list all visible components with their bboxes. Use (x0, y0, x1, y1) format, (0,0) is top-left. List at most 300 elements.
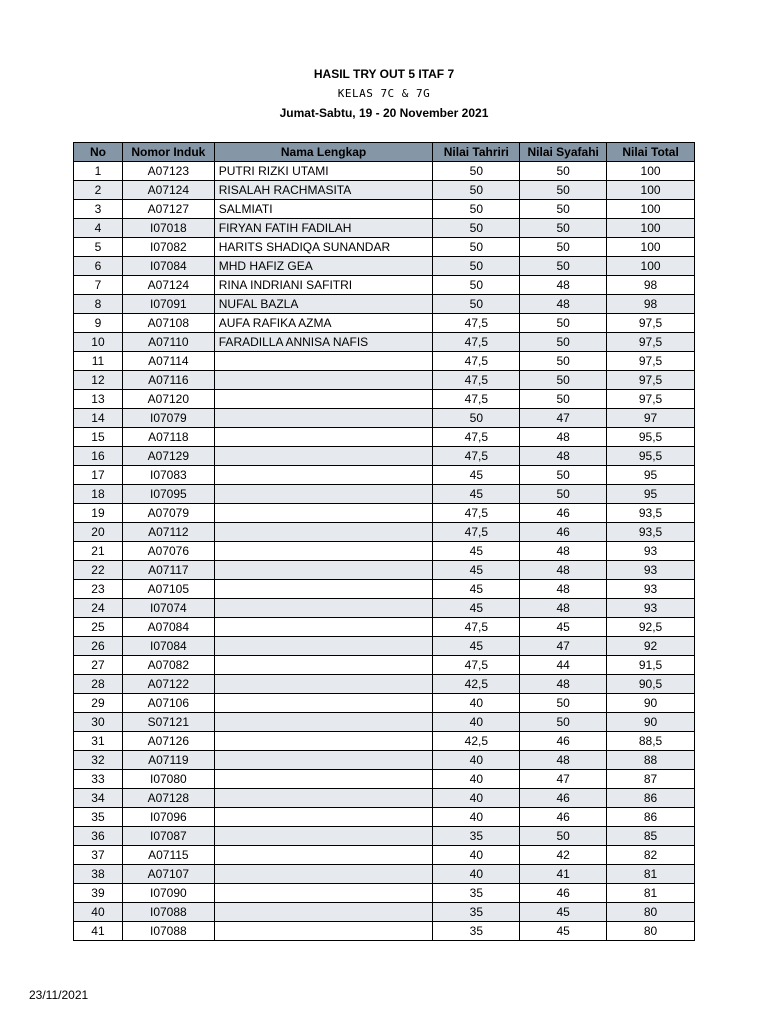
cell-nomor-induk: A07084 (122, 618, 214, 637)
cell-no: 34 (74, 789, 123, 808)
cell-nilai-total: 80 (607, 922, 695, 941)
cell-nomor-induk: A07124 (122, 181, 214, 200)
cell-nilai-total: 97,5 (607, 390, 695, 409)
cell-no: 2 (74, 181, 123, 200)
cell-nilai-total: 95 (607, 466, 695, 485)
cell-nilai-syafahi: 50 (520, 827, 607, 846)
table-row (74, 238, 695, 257)
cell-nilai-total: 95 (607, 485, 695, 504)
col-header-nilai-tahriri: Nilai Tahriri (433, 143, 520, 162)
cell-nilai-syafahi: 50 (520, 390, 607, 409)
cell-nilai-total: 80 (607, 903, 695, 922)
cell-nilai-total: 95,5 (607, 447, 695, 466)
cell-nilai-tahriri: 45 (433, 561, 520, 580)
cell-nama-lengkap: NUFAL BAZLA (214, 295, 433, 314)
cell-nama-lengkap: MHD HAFIZ GEA (214, 257, 433, 276)
cell-no: 27 (74, 656, 123, 675)
table-row (74, 523, 695, 542)
cell-nilai-tahriri: 40 (433, 846, 520, 865)
cell-nilai-tahriri: 35 (433, 884, 520, 903)
cell-nilai-tahriri: 50 (433, 238, 520, 257)
cell-nilai-tahriri: 47,5 (433, 618, 520, 637)
cell-nomor-induk: A07110 (122, 333, 214, 352)
cell-nomor-induk: A07106 (122, 694, 214, 713)
table-body (74, 162, 695, 941)
cell-no: 4 (74, 219, 123, 238)
cell-nilai-tahriri: 50 (433, 162, 520, 181)
cell-nilai-tahriri: 47,5 (433, 352, 520, 371)
cell-nama-lengkap (214, 561, 433, 580)
cell-no: 26 (74, 637, 123, 656)
cell-nilai-total: 98 (607, 295, 695, 314)
cell-nomor-induk: I07082 (122, 238, 214, 257)
table-row (74, 675, 695, 694)
cell-nama-lengkap (214, 618, 433, 637)
cell-nama-lengkap (214, 523, 433, 542)
cell-nilai-tahriri: 47,5 (433, 333, 520, 352)
table-row (74, 808, 695, 827)
cell-no: 28 (74, 675, 123, 694)
cell-nilai-syafahi: 50 (520, 713, 607, 732)
table-row (74, 409, 695, 428)
table-row (74, 884, 695, 903)
cell-nilai-syafahi: 44 (520, 656, 607, 675)
cell-nomor-induk: A07105 (122, 580, 214, 599)
table-row (74, 504, 695, 523)
cell-nama-lengkap: SALMIATI (214, 200, 433, 219)
cell-nilai-syafahi: 50 (520, 200, 607, 219)
cell-nilai-total: 93 (607, 542, 695, 561)
table-row (74, 732, 695, 751)
table-row (74, 827, 695, 846)
cell-no: 40 (74, 903, 123, 922)
results-table (73, 142, 695, 941)
cell-nilai-syafahi: 50 (520, 371, 607, 390)
cell-nilai-tahriri: 50 (433, 200, 520, 219)
cell-nilai-tahriri: 42,5 (433, 675, 520, 694)
cell-nama-lengkap (214, 409, 433, 428)
cell-nomor-induk: A07123 (122, 162, 214, 181)
cell-nilai-syafahi: 50 (520, 238, 607, 257)
cell-nama-lengkap (214, 770, 433, 789)
cell-nilai-tahriri: 40 (433, 789, 520, 808)
footer-date: 23/11/2021 (29, 988, 89, 1002)
cell-nilai-total: 97,5 (607, 314, 695, 333)
cell-no: 11 (74, 352, 123, 371)
col-header-nilai-syafahi: Nilai Syafahi (520, 143, 607, 162)
table-row (74, 276, 695, 295)
cell-nilai-syafahi: 48 (520, 675, 607, 694)
cell-nama-lengkap (214, 713, 433, 732)
col-header-nilai-total: Nilai Total (607, 143, 695, 162)
cell-no: 36 (74, 827, 123, 846)
cell-nilai-total: 81 (607, 865, 695, 884)
cell-nilai-tahriri: 45 (433, 485, 520, 504)
cell-nama-lengkap (214, 922, 433, 941)
cell-nomor-induk: I07088 (122, 903, 214, 922)
cell-nilai-syafahi: 47 (520, 637, 607, 656)
cell-nama-lengkap (214, 884, 433, 903)
cell-no: 23 (74, 580, 123, 599)
cell-nilai-total: 90 (607, 713, 695, 732)
cell-nomor-induk: I07096 (122, 808, 214, 827)
cell-nama-lengkap: RISALAH RACHMASITA (214, 181, 433, 200)
table-row (74, 599, 695, 618)
cell-nomor-induk: A07119 (122, 751, 214, 770)
cell-nama-lengkap: PUTRI RIZKI UTAMI (214, 162, 433, 181)
cell-nilai-total: 97,5 (607, 371, 695, 390)
table-row (74, 770, 695, 789)
table-row (74, 694, 695, 713)
cell-nomor-induk: I07083 (122, 466, 214, 485)
cell-nilai-syafahi: 46 (520, 523, 607, 542)
cell-nilai-tahriri: 35 (433, 922, 520, 941)
cell-nilai-syafahi: 42 (520, 846, 607, 865)
cell-nilai-total: 93,5 (607, 504, 695, 523)
table-row (74, 865, 695, 884)
cell-no: 9 (74, 314, 123, 333)
table-row (74, 656, 695, 675)
cell-nama-lengkap (214, 352, 433, 371)
table-row (74, 428, 695, 447)
table-row (74, 542, 695, 561)
cell-nilai-tahriri: 35 (433, 903, 520, 922)
cell-nama-lengkap (214, 827, 433, 846)
table-row (74, 922, 695, 941)
cell-nilai-syafahi: 46 (520, 732, 607, 751)
cell-nama-lengkap (214, 371, 433, 390)
table-row (74, 447, 695, 466)
cell-nilai-syafahi: 48 (520, 428, 607, 447)
cell-nilai-syafahi: 48 (520, 542, 607, 561)
cell-nomor-induk: I07074 (122, 599, 214, 618)
cell-nomor-induk: A07126 (122, 732, 214, 751)
cell-nilai-syafahi: 50 (520, 694, 607, 713)
cell-no: 12 (74, 371, 123, 390)
cell-nilai-total: 97 (607, 409, 695, 428)
cell-nilai-total: 91,5 (607, 656, 695, 675)
cell-nilai-tahriri: 47,5 (433, 447, 520, 466)
table-row (74, 257, 695, 276)
cell-no: 38 (74, 865, 123, 884)
cell-nilai-total: 88 (607, 751, 695, 770)
cell-nilai-syafahi: 50 (520, 257, 607, 276)
cell-nama-lengkap: HARITS SHADIQA SUNANDAR (214, 238, 433, 257)
cell-nilai-total: 100 (607, 181, 695, 200)
cell-nilai-tahriri: 50 (433, 409, 520, 428)
cell-nilai-total: 98 (607, 276, 695, 295)
cell-nomor-induk: A07127 (122, 200, 214, 219)
cell-nama-lengkap (214, 466, 433, 485)
cell-nomor-induk: I07090 (122, 884, 214, 903)
table-row (74, 618, 695, 637)
cell-nilai-tahriri: 40 (433, 751, 520, 770)
cell-nama-lengkap (214, 599, 433, 618)
cell-nilai-tahriri: 50 (433, 219, 520, 238)
cell-nilai-total: 95,5 (607, 428, 695, 447)
cell-nilai-total: 86 (607, 789, 695, 808)
cell-nama-lengkap (214, 485, 433, 504)
cell-nilai-tahriri: 47,5 (433, 523, 520, 542)
cell-nomor-induk: I07087 (122, 827, 214, 846)
cell-nilai-total: 97,5 (607, 333, 695, 352)
col-header-nama-lengkap: Nama Lengkap (214, 143, 433, 162)
cell-nilai-syafahi: 48 (520, 751, 607, 770)
cell-no: 39 (74, 884, 123, 903)
report-subtitle: KELAS 7C & 7G (337, 87, 431, 100)
table-row (74, 580, 695, 599)
cell-no: 18 (74, 485, 123, 504)
cell-nama-lengkap (214, 428, 433, 447)
cell-nomor-induk: A07117 (122, 561, 214, 580)
cell-nomor-induk: I07080 (122, 770, 214, 789)
cell-no: 10 (74, 333, 123, 352)
cell-nama-lengkap (214, 694, 433, 713)
cell-nilai-total: 87 (607, 770, 695, 789)
cell-nomor-induk: A07116 (122, 371, 214, 390)
col-header-nomor-induk: Nomor Induk (122, 143, 214, 162)
cell-no: 14 (74, 409, 123, 428)
cell-nilai-syafahi: 48 (520, 561, 607, 580)
cell-nilai-total: 97,5 (607, 352, 695, 371)
cell-nomor-induk: A07115 (122, 846, 214, 865)
cell-no: 35 (74, 808, 123, 827)
cell-no: 32 (74, 751, 123, 770)
cell-nilai-total: 92,5 (607, 618, 695, 637)
table-row (74, 352, 695, 371)
table-row (74, 713, 695, 732)
table-row (74, 162, 695, 181)
table-row (74, 181, 695, 200)
cell-no: 29 (74, 694, 123, 713)
cell-nilai-tahriri: 45 (433, 466, 520, 485)
cell-nilai-syafahi: 46 (520, 789, 607, 808)
cell-nilai-total: 93 (607, 561, 695, 580)
cell-no: 25 (74, 618, 123, 637)
cell-nomor-induk: A07108 (122, 314, 214, 333)
cell-nilai-syafahi: 50 (520, 181, 607, 200)
cell-nilai-tahriri: 50 (433, 276, 520, 295)
cell-nomor-induk: A07122 (122, 675, 214, 694)
cell-nama-lengkap (214, 447, 433, 466)
table-row (74, 846, 695, 865)
cell-no: 19 (74, 504, 123, 523)
cell-nilai-syafahi: 47 (520, 409, 607, 428)
cell-nilai-tahriri: 47,5 (433, 371, 520, 390)
cell-no: 30 (74, 713, 123, 732)
cell-nomor-induk: A07124 (122, 276, 214, 295)
cell-nama-lengkap (214, 656, 433, 675)
cell-nomor-induk: I07088 (122, 922, 214, 941)
cell-nilai-total: 88,5 (607, 732, 695, 751)
cell-nomor-induk: A07129 (122, 447, 214, 466)
cell-nomor-induk: A07120 (122, 390, 214, 409)
cell-nilai-total: 82 (607, 846, 695, 865)
cell-nilai-tahriri: 47,5 (433, 504, 520, 523)
cell-nomor-induk: A07107 (122, 865, 214, 884)
cell-no: 21 (74, 542, 123, 561)
cell-nilai-total: 100 (607, 162, 695, 181)
cell-no: 13 (74, 390, 123, 409)
cell-nama-lengkap (214, 751, 433, 770)
cell-nilai-tahriri: 40 (433, 713, 520, 732)
cell-nama-lengkap: RINA INDRIANI SAFITRI (214, 276, 433, 295)
table-row (74, 390, 695, 409)
cell-no: 22 (74, 561, 123, 580)
table-row (74, 200, 695, 219)
cell-nilai-total: 93 (607, 599, 695, 618)
cell-nilai-tahriri: 45 (433, 637, 520, 656)
cell-nilai-total: 100 (607, 200, 695, 219)
cell-nilai-total: 100 (607, 219, 695, 238)
cell-no: 37 (74, 846, 123, 865)
cell-nomor-induk: A07076 (122, 542, 214, 561)
cell-nomor-induk: S07121 (122, 713, 214, 732)
cell-no: 15 (74, 428, 123, 447)
cell-no: 20 (74, 523, 123, 542)
cell-no: 3 (74, 200, 123, 219)
cell-nilai-syafahi: 46 (520, 884, 607, 903)
table-row (74, 561, 695, 580)
cell-nomor-induk: I07095 (122, 485, 214, 504)
cell-nama-lengkap (214, 789, 433, 808)
cell-no: 31 (74, 732, 123, 751)
cell-nilai-total: 100 (607, 238, 695, 257)
cell-nomor-induk: A07079 (122, 504, 214, 523)
cell-nama-lengkap (214, 637, 433, 656)
cell-no: 17 (74, 466, 123, 485)
cell-nomor-induk: I07091 (122, 295, 214, 314)
cell-nilai-tahriri: 40 (433, 808, 520, 827)
cell-nilai-syafahi: 50 (520, 333, 607, 352)
cell-nama-lengkap (214, 542, 433, 561)
cell-nilai-tahriri: 50 (433, 295, 520, 314)
cell-nilai-tahriri: 50 (433, 257, 520, 276)
table-row (74, 295, 695, 314)
cell-nomor-induk: I07084 (122, 257, 214, 276)
cell-nama-lengkap (214, 504, 433, 523)
cell-nomor-induk: A07112 (122, 523, 214, 542)
table-row (74, 485, 695, 504)
cell-nilai-syafahi: 50 (520, 466, 607, 485)
table-row (74, 219, 695, 238)
cell-nilai-syafahi: 48 (520, 580, 607, 599)
cell-nilai-tahriri: 40 (433, 770, 520, 789)
cell-nama-lengkap (214, 732, 433, 751)
cell-no: 1 (74, 162, 123, 181)
cell-nama-lengkap (214, 675, 433, 694)
table-row (74, 371, 695, 390)
table-row (74, 637, 695, 656)
cell-nilai-syafahi: 47 (520, 770, 607, 789)
cell-nama-lengkap: FARADILLA ANNISA NAFIS (214, 333, 433, 352)
cell-no: 24 (74, 599, 123, 618)
cell-nilai-total: 85 (607, 827, 695, 846)
cell-no: 8 (74, 295, 123, 314)
table-row (74, 789, 695, 808)
table-row (74, 751, 695, 770)
cell-nilai-syafahi: 48 (520, 276, 607, 295)
cell-nilai-syafahi: 41 (520, 865, 607, 884)
cell-nomor-induk: I07018 (122, 219, 214, 238)
col-header-no: No (74, 143, 123, 162)
cell-nilai-syafahi: 50 (520, 162, 607, 181)
table-row (74, 314, 695, 333)
cell-nilai-tahriri: 47,5 (433, 314, 520, 333)
cell-nilai-total: 93,5 (607, 523, 695, 542)
cell-nilai-tahriri: 47,5 (433, 428, 520, 447)
cell-nilai-syafahi: 48 (520, 447, 607, 466)
cell-nilai-tahriri: 42,5 (433, 732, 520, 751)
cell-nama-lengkap (214, 846, 433, 865)
table-row (74, 466, 695, 485)
cell-nilai-syafahi: 45 (520, 903, 607, 922)
cell-nilai-syafahi: 46 (520, 504, 607, 523)
cell-nilai-syafahi: 50 (520, 485, 607, 504)
report-date: Jumat-Sabtu, 19 - 20 November 2021 (279, 106, 489, 120)
cell-nama-lengkap (214, 808, 433, 827)
cell-no: 16 (74, 447, 123, 466)
cell-nilai-total: 86 (607, 808, 695, 827)
cell-nilai-total: 81 (607, 884, 695, 903)
cell-nilai-syafahi: 48 (520, 599, 607, 618)
cell-nilai-total: 100 (607, 257, 695, 276)
cell-nilai-total: 93 (607, 580, 695, 599)
cell-nama-lengkap: FIRYAN FATIH FADILAH (214, 219, 433, 238)
cell-nama-lengkap (214, 580, 433, 599)
cell-nilai-total: 90 (607, 694, 695, 713)
cell-nilai-total: 92 (607, 637, 695, 656)
cell-nilai-tahriri: 45 (433, 580, 520, 599)
cell-no: 5 (74, 238, 123, 257)
cell-nilai-syafahi: 48 (520, 295, 607, 314)
cell-no: 7 (74, 276, 123, 295)
cell-no: 6 (74, 257, 123, 276)
cell-nama-lengkap (214, 903, 433, 922)
cell-nilai-tahriri: 50 (433, 181, 520, 200)
cell-nomor-induk: A07082 (122, 656, 214, 675)
cell-nomor-induk: A07114 (122, 352, 214, 371)
cell-nilai-tahriri: 40 (433, 694, 520, 713)
cell-nomor-induk: I07084 (122, 637, 214, 656)
cell-nama-lengkap (214, 390, 433, 409)
cell-nilai-tahriri: 40 (433, 865, 520, 884)
cell-nilai-tahriri: 45 (433, 542, 520, 561)
table-row (74, 903, 695, 922)
cell-nilai-syafahi: 45 (520, 618, 607, 637)
cell-nilai-syafahi: 46 (520, 808, 607, 827)
cell-nomor-induk: I07079 (122, 409, 214, 428)
cell-nama-lengkap: AUFA RAFIKA AZMA (214, 314, 433, 333)
table-header-row (74, 143, 695, 162)
cell-nomor-induk: A07118 (122, 428, 214, 447)
cell-nomor-induk: A07128 (122, 789, 214, 808)
cell-nilai-syafahi: 50 (520, 314, 607, 333)
cell-nilai-tahriri: 47,5 (433, 390, 520, 409)
cell-nilai-syafahi: 50 (520, 219, 607, 238)
cell-nilai-tahriri: 47,5 (433, 656, 520, 675)
cell-nilai-total: 90,5 (607, 675, 695, 694)
cell-nama-lengkap (214, 865, 433, 884)
cell-nilai-syafahi: 50 (520, 352, 607, 371)
cell-nilai-tahriri: 45 (433, 599, 520, 618)
cell-nilai-syafahi: 45 (520, 922, 607, 941)
report-title: HASIL TRY OUT 5 ITAF 7 (313, 67, 455, 81)
cell-nilai-tahriri: 35 (433, 827, 520, 846)
cell-no: 41 (74, 922, 123, 941)
table-row (74, 333, 695, 352)
cell-no: 33 (74, 770, 123, 789)
